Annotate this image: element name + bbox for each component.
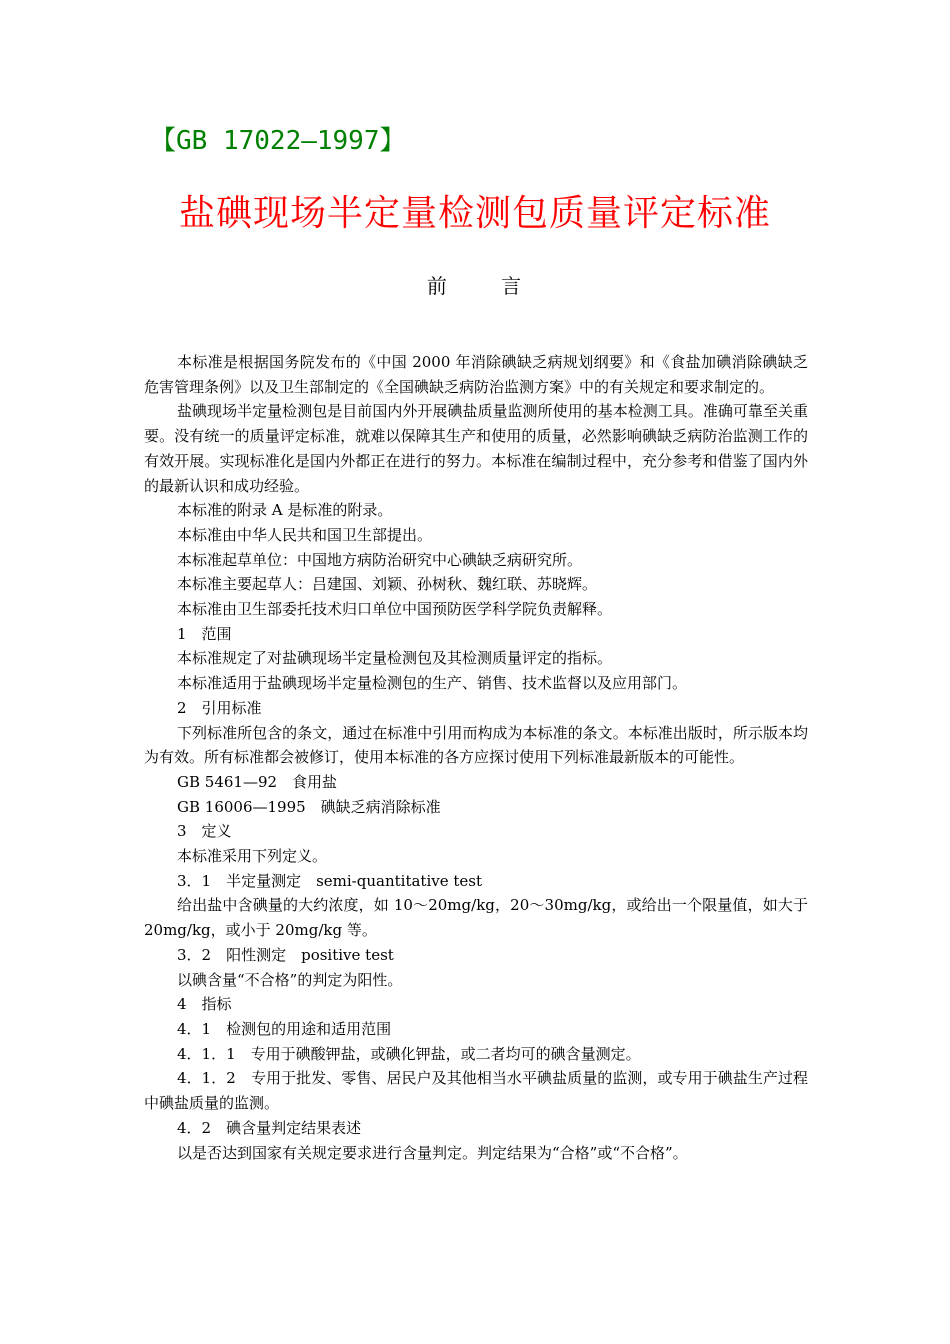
paragraph-references-intro: 下列标准所包含的条文，通过在标准中引用而构成为本标准的条文。本标准出版时，所示版本均为有效。所有标准都会被修订，使用本标准的各方应探讨使用下列标准最新版本的可能性。 xyxy=(144,723,808,767)
paragraph-basis: 本标准是根据国务院发布的《中国 2000 年消除碘缺乏病规划纲要》和《食盐加碘消除碘缺乏危害管理条例》以及卫生部制定的《全国碘缺乏病防治监测方案》中的有关规定和要求制定的。 xyxy=(144,353,808,396)
paragraph-appendix: 本标准的附录 A 是标准的附录。 xyxy=(177,501,393,520)
subsection-heading-purpose: 4．1 检测包的用途和适用范围 xyxy=(177,1019,392,1038)
definition-heading-semi-quantitative: 3．1 半定量测定 semi-quantitative test xyxy=(177,871,482,890)
paragraph-scope-1: 本标准规定了对盐碘现场半定量检测包及其检测质量评定的指标。 xyxy=(177,649,613,668)
standard-code: 【GB 17022—1997】 xyxy=(150,126,406,156)
definition-semi-quantitative: 给出盐中含碘量的大约浓度，如 10～20mg/kg，20～30mg/kg，或给出一个限量值，如大于 20mg/kg，或小于 20mg/kg 等。 xyxy=(144,896,808,940)
subsection-heading-result-expression: 4．2 碘含量判定结果表述 xyxy=(177,1118,362,1137)
paragraph-proposer: 本标准由中华人民共和国卫生部提出。 xyxy=(177,525,433,544)
document-title: 盐碘现场半定量检测包质量评定标准 xyxy=(178,193,771,234)
paragraph-interpretation: 本标准由卫生部委托技术归口单位中国预防医学科学院负责解释。 xyxy=(177,600,613,619)
definition-positive: 以碘含量“不合格”的判定为阳性。 xyxy=(177,970,403,989)
clause-4-1-1: 4．1．1 专用于碘酸钾盐，或碘化钾盐，或二者均可的碘含量测定。 xyxy=(177,1044,641,1063)
section-heading-scope: 1 范围 xyxy=(177,624,232,643)
section-heading-definitions: 3 定义 xyxy=(177,822,232,841)
definition-heading-positive: 3．2 阳性测定 positive test xyxy=(177,945,394,964)
paragraph-importance: 盐碘现场半定量检测包是目前国内外开展碘盐质量监测所使用的基本检测工具。准确可靠至关重要。没有统一的质量评定标准，就难以保障其生产和使用的质量，必然影响碘缺乏病防治监测工作的有效开展。实现标准化是国内外都正在进行的努力。本标准在编制过程中，充分参考和借鉴了国内外的最新认识和成功经验。 xyxy=(144,402,808,495)
reference-gb5461: GB 5461—92 食用盐 xyxy=(177,772,338,791)
paragraph-drafting-unit: 本标准起草单位：中国地方病防治研究中心碘缺乏病研究所。 xyxy=(177,550,583,569)
paragraph-scope-2: 本标准适用于盐碘现场半定量检测包的生产、销售、技术监督以及应用部门。 xyxy=(177,674,688,693)
document-body xyxy=(144,350,808,1165)
reference-gb16006: GB 16006—1995 碘缺乏病消除标准 xyxy=(177,797,441,816)
section-heading-indicators: 4 指标 xyxy=(177,995,232,1014)
paragraph-definitions-intro: 本标准采用下列定义。 xyxy=(177,847,328,866)
clause-4-1-2: 4．1．2 专用于批发、零售、居民户及其他相当水平碘盐质量的监测，或专用于碘盐生产过程中碘盐质量的监测。 xyxy=(144,1069,808,1113)
paragraph-result-expression: 以是否达到国家有关规定要求进行含量判定。判定结果为“合格”或“不合格”。 xyxy=(177,1143,688,1162)
foreword-heading: 前 言 xyxy=(426,274,524,298)
section-heading-references: 2 引用标准 xyxy=(177,698,262,717)
paragraph-drafters: 本标准主要起草人：吕建国、刘颖、孙树秋、魏红联、苏晓辉。 xyxy=(177,575,598,594)
